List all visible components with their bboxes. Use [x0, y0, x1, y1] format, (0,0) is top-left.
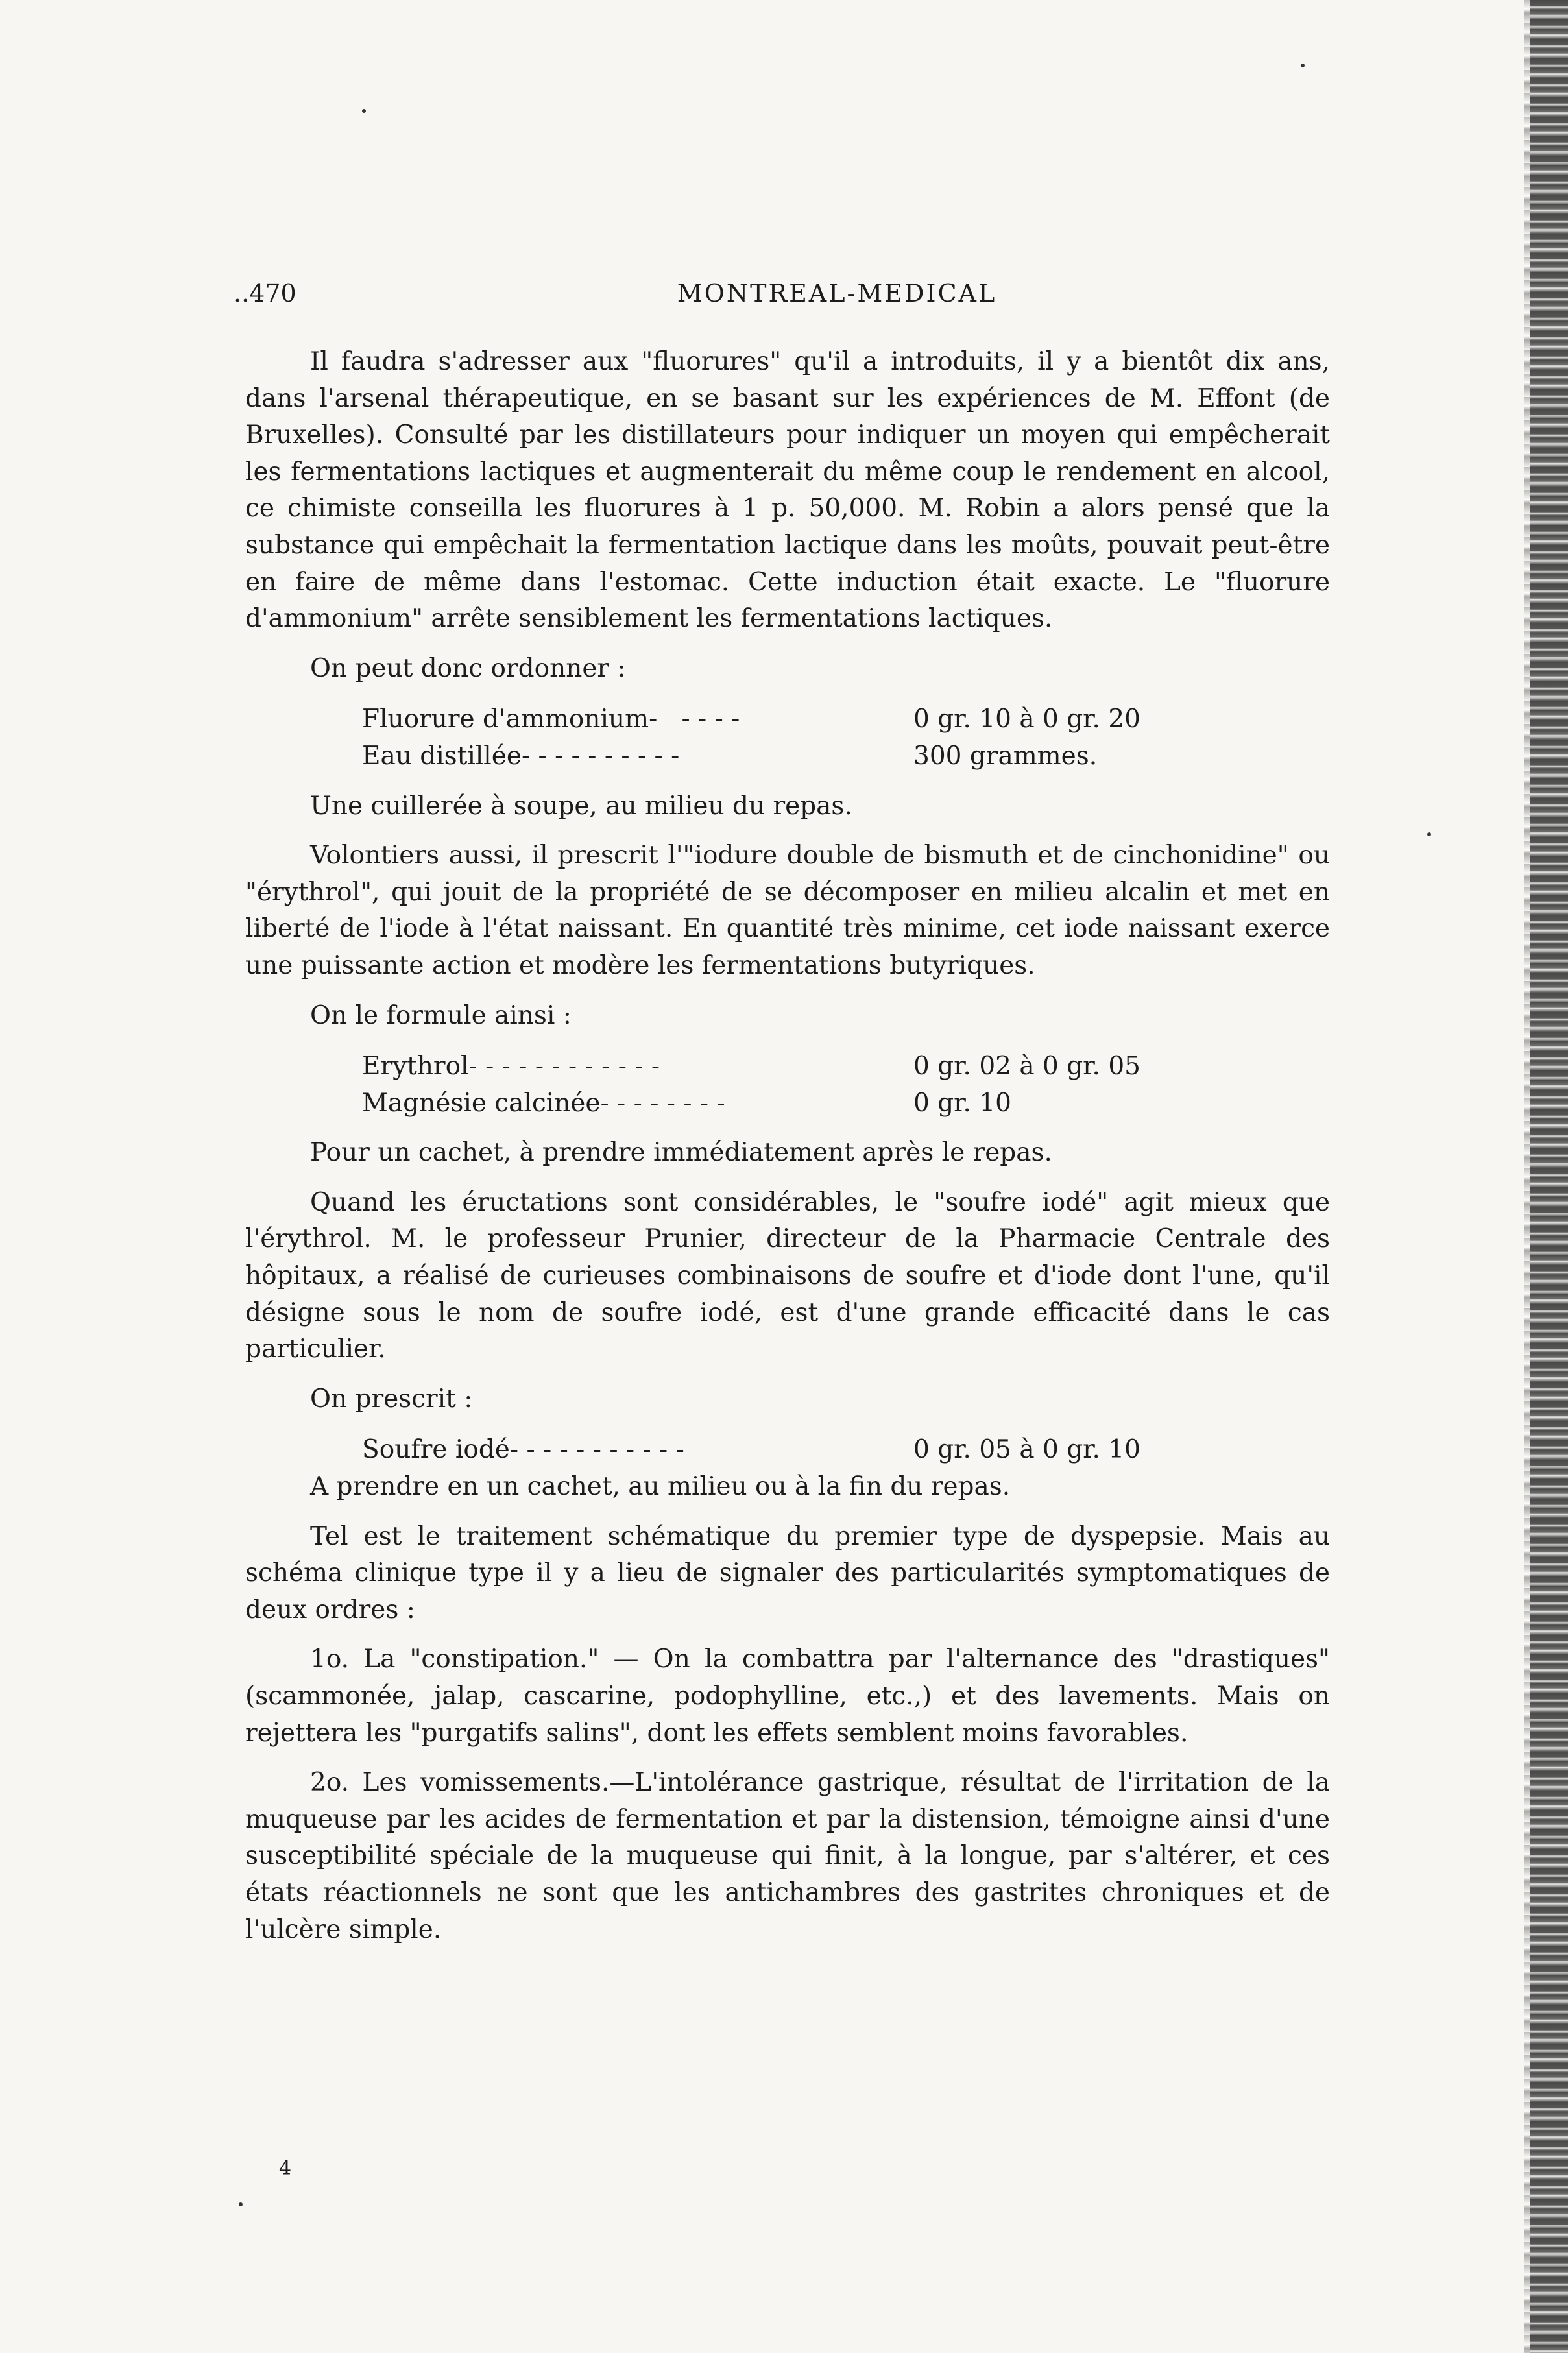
- page-number: ..470: [234, 279, 296, 308]
- dose: 0 gr. 05 à 0 gr. 10: [913, 1435, 1140, 1465]
- ingredient: Erythrol- - - - - - - - - - - -: [362, 1052, 660, 1081]
- dosage-note: A prendre en un cachet, au milieu ou à la fin du repas.: [310, 1472, 1011, 1502]
- page-header: [234, 279, 1336, 318]
- ink-speck: [1301, 64, 1305, 67]
- prescription-line: [362, 1432, 1330, 1469]
- prescription-intro: On le formule ainsi :: [310, 1000, 572, 1030]
- ink-speck: [239, 2202, 243, 2206]
- dosage-note: Une cuillerée à soupe, au milieu du repas.: [310, 791, 852, 821]
- ink-speck: [362, 109, 366, 113]
- prescription-fluorure: [245, 701, 1330, 775]
- prescription-line: [362, 1048, 1330, 1085]
- ink-speck: [1427, 832, 1431, 836]
- paragraph-erythrol: Volontiers aussi, il prescrit l'"iodure double de bismuth et de cinchonidine" ou "érythrol", qui jouit de la propriété de se décomposer en milieu alcalin et met en liberté de l'iode à l'état naissant. En quantité très minime, cet iode naissant exerce une puissante action et modère les fermentations butyriques.: [245, 841, 1330, 980]
- ingredient: Fluorure d'ammonium- - - - -: [362, 705, 740, 734]
- running-title: MONTREAL-MEDICAL: [677, 279, 997, 308]
- prescription-intro: On peut donc ordonner :: [310, 653, 626, 683]
- prescription-line: [362, 701, 1330, 738]
- prescription-intro: On prescrit :: [310, 1384, 473, 1414]
- page-edge-shadow: [1524, 0, 1530, 2353]
- dose: 0 gr. 10: [913, 1088, 1011, 1118]
- ingredient: Magnésie calcinée- - - - - - - -: [362, 1088, 725, 1118]
- dosage-note: Pour un cachet, à prendre immédiatement après le repas.: [310, 1138, 1052, 1168]
- paragraph-vomissements: 2o. Les vomissements.—L'intolérance gastrique, résultat de l'irritation de la muqueuse par les acides de fermentation et par la distension, témoigne ainsi d'une susceptibilité spéciale de la muqueuse qui finit, à la longue, par s'altérer, et ces états réactionnels ne sont que les antichambres des gastrites chroniques et de l'ulcère simple.: [245, 1768, 1330, 1944]
- paragraph-traitement: Tel est le traitement schématique du premier type de dyspepsie. Mais au schéma clinique type il y a lieu de signaler des particularités symptomatiques de deux ordres :: [245, 1521, 1330, 1624]
- signature-mark: 4: [279, 2157, 292, 2180]
- dose: 0 gr. 10 à 0 gr. 20: [913, 705, 1140, 734]
- dose: 300 grammes.: [913, 741, 1098, 771]
- dose: 0 gr. 02 à 0 gr. 05: [913, 1052, 1140, 1081]
- binding-edge: [1530, 0, 1568, 2353]
- ingredient: Eau distillée- - - - - - - - - -: [362, 741, 680, 771]
- prescription-line: [362, 1085, 1330, 1122]
- paragraph-soufre-iode: Quand les éructations sont considérables, le "soufre iodé" agit mieux que l'érythrol. M. le professeur Prunier, directeur de la Pharmacie Centrale des hôpitaux, a réalisé de curieuses combinaisons de soufre et d'iode dont l'une, qu'il désigne sous le nom de soufre iodé, est d'une grande efficacité dans le cas particulier.: [245, 1187, 1330, 1364]
- prescription-line: [362, 738, 1330, 775]
- prescription-erythrol: [245, 1048, 1330, 1122]
- paragraph-constipation: 1o. La "constipation." — On la combattra par l'alternance des "drastiques" (scammonée, jalap, cascarine, podophylline, etc.,) et des lavements. Mais on rejettera les "purgatifs salins", dont les effets semblent moins favorables.: [245, 1645, 1330, 1748]
- article-body: [245, 344, 1330, 1948]
- paragraph-fluorures: Il faudra s'adresser aux "fluorures" qu'il a introduits, il y a bientôt dix ans, dans l'arsenal thérapeutique, en se basant sur les expériences de M. Effont (de Bruxelles). Consulté par les distillateurs pour indiquer un moyen qui empêcherait les fermentations lactiques et augmenterait du même coup le rendement en alcool, ce chimiste conseilla les fluorures à 1 p. 50,000. M. Robin a alors pensé que la substance qui empêchait la fermentation lactique dans les moûts, pouvait peut-être en faire de même dans l'estomac. Cette induction était exacte. Le "fluorure d'ammonium" arrête sensiblement les fermentations lactiques.: [245, 347, 1330, 634]
- ingredient: Soufre iodé- - - - - - - - - - -: [362, 1435, 684, 1465]
- prescription-soufre: [245, 1432, 1330, 1469]
